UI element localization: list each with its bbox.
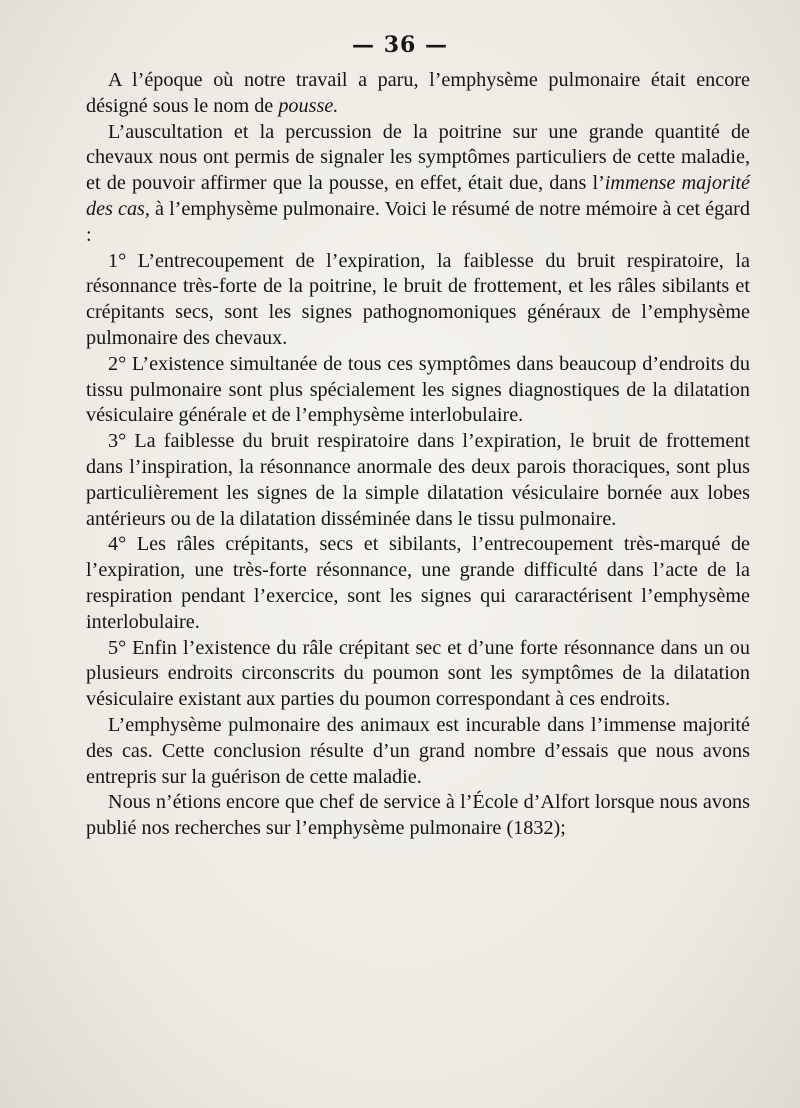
- paragraph-text: à l’emphysème pulmonaire. Voici le résumé de notre mémoire à cet égard :: [86, 197, 750, 246]
- paragraph-text: L’emphysème pulmonaire des animaux est incurable dans l’immense majorité des cas. Cette conclusion résulte d’un grand nombre d’essais que nous avons entrepris sur la guérison de cette maladie.: [86, 713, 750, 788]
- paragraph: [86, 636, 750, 713]
- italic-text: pousse.: [278, 94, 339, 117]
- paragraph: [86, 249, 750, 352]
- paragraph: [86, 790, 750, 842]
- paragraph-text: L’auscultation et la percussion de la poitrine sur une grande quantité de chevaux nous ont permis de signaler les symptômes particuliers de cette maladie, et de pouvoir affirmer que la pousse, en effet, était due, dans l’: [86, 120, 750, 195]
- italic-text: immense majorité des cas,: [86, 172, 751, 220]
- paragraph-text: 4° Les râles crépitants, secs et sibilants, l’entrecoupement très-marqué de l’expiration, une très-forte résonnance, une grande difficulté dans l’acte de la respiration pendant l’exercice, sont les signes qui cararactérisent l’emphysème interlobulaire.: [86, 533, 750, 633]
- paragraph: [86, 68, 750, 120]
- paragraph-text: A l’époque où notre travail a paru, l’emphysème pulmonaire était encore désigné sous le nom de: [86, 69, 750, 117]
- paragraph: [86, 352, 750, 429]
- paragraph: [86, 120, 750, 249]
- paragraph: [86, 429, 750, 532]
- paragraph-text: 1° L’entrecoupement de l’expiration, la faiblesse du bruit respiratoire, la résonnance très-forte de la poitrine, le bruit de frottement, et les râles sibilants et crépitants secs, sont les signes pathognomoniques généraux de l’emphysème pulmonaire des chevaux.: [86, 249, 750, 349]
- page-number: — 36 —: [352, 32, 448, 58]
- paragraph: [86, 532, 750, 635]
- body-text: [86, 68, 750, 842]
- paragraph-text: 5° Enfin l’existence du râle crépitant sec et d’une forte résonnance dans un ou plusieurs endroits circonscrits du poumon sont les symptômes de la dilatation vésiculaire existant aux parties du poumon correspondant à ces endroits.: [86, 636, 750, 711]
- paragraph-text: 3° La faiblesse du bruit respiratoire dans l’expiration, le bruit de frottement dans l’inspiration, la résonnance anormale des deux parois thoraciques, sont plus particulièrement les signes de la simple dilatation vésiculaire bornée aux lobes antérieurs ou de la dilatation disséminée dans le tissu pulmonaire.: [86, 430, 750, 530]
- paragraph-text: 2° L’existence simultanée de tous ces symptômes dans beaucoup d’endroits du tissu pulmonaire sont plus spécialement les signes diagnostiques de la dilatation vésiculaire générale et de l’emphysème interlobulaire.: [86, 352, 750, 427]
- paragraph-text: Nous n’étions encore que chef de service à l’École d’Alfort lorsque nous avons publié nos recherches sur l’emphysème pulmonaire (1832);: [86, 791, 750, 840]
- paragraph: [86, 713, 750, 790]
